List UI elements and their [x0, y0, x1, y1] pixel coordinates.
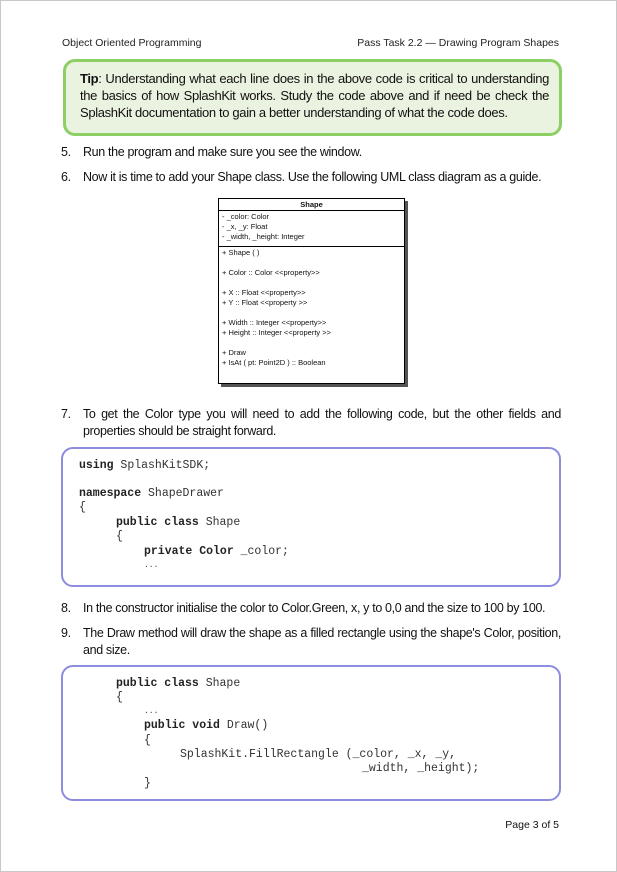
code-text: ShapeDrawer	[141, 487, 224, 500]
step-text: Now it is time to add your Shape class. Use the following UML class diagram as a guide.	[83, 170, 542, 184]
code-text: {	[116, 530, 123, 543]
uml-method: + Y :: Float <<property >>	[222, 298, 308, 307]
tip-text: : Understanding what each line does in the above code is critical to understanding the basics of how SplashKit works. Study the code above and if need be check the SplashKit documentation to gain a better understanding of what the code does.	[80, 71, 549, 120]
step-text: In the constructor initialise the color to Color.Green, x, y to 0,0 and the size to 100 by 100.	[83, 601, 546, 615]
code-text: {	[116, 691, 123, 704]
code-block-color-field	[61, 447, 561, 587]
code-keyword: namespace	[79, 487, 142, 500]
code-text: Draw()	[219, 719, 269, 732]
uml-method: + Height :: Integer <<property >>	[222, 328, 332, 337]
uml-class-diagram	[218, 198, 405, 384]
code-text: }	[144, 777, 151, 790]
code-keyword: private Color	[144, 545, 234, 558]
uml-gap	[222, 308, 401, 318]
step-number: 5.	[61, 145, 71, 159]
uml-method: + IsAt ( pt: Point2D ) :: Boolean	[222, 358, 326, 367]
code-text: Shape	[198, 516, 241, 529]
uml-field: - _color: Color	[222, 212, 270, 221]
uml-method: + Shape ( )	[222, 248, 260, 257]
uml-gap	[222, 278, 401, 288]
step-number: 9.	[61, 626, 71, 640]
code-keyword: public void	[144, 719, 220, 732]
code-text: {	[79, 501, 86, 514]
code-text: _width, _height);	[362, 762, 480, 775]
step-text: Run the program and make sure you see the window.	[83, 145, 362, 159]
uml-method: + Draw	[222, 348, 246, 357]
uml-gap	[222, 338, 401, 348]
code-keyword: using	[79, 459, 114, 472]
uml-fields	[219, 211, 404, 247]
header-task-title: Pass Task 2.2 — Drawing Program Shapes	[357, 37, 559, 49]
code-text: _color;	[233, 545, 289, 558]
header-course-title: Object Oriented Programming	[62, 37, 202, 49]
uml-method: + X :: Float <<property>>	[222, 288, 306, 297]
tip-callout	[63, 59, 562, 136]
uml-method: + Width :: Integer <<property>>	[222, 318, 327, 327]
uml-class-name: Shape	[219, 199, 404, 211]
code-keyword: public class	[116, 677, 199, 690]
tip-label: Tip	[80, 71, 99, 86]
step-text: The Draw method will draw the shape as a filled rectangle using the shape's Color, position, and size.	[83, 626, 561, 657]
code-block-draw-method	[61, 665, 561, 801]
uml-field: - _x, _y: Float	[222, 222, 268, 231]
uml-method: + Color :: Color <<property>>	[222, 268, 320, 277]
code-text: SplashKitSDK;	[113, 459, 211, 472]
uml-gap	[222, 258, 401, 268]
step-number: 7.	[61, 407, 71, 421]
uml-field: - _width, _height: Integer	[222, 232, 305, 241]
step-text: To get the Color type you will need to add the following code, but the other fields and properties should be straight forward.	[83, 407, 561, 438]
code-text: Shape	[198, 677, 241, 690]
code-text: {	[144, 734, 151, 747]
code-keyword: public class	[116, 516, 199, 529]
code-ellipsis: ...	[144, 707, 159, 716]
step-number: 6.	[61, 170, 71, 184]
uml-methods	[219, 247, 404, 369]
step-number: 8.	[61, 601, 71, 615]
code-ellipsis: ...	[144, 561, 159, 570]
code-text: SplashKit.FillRectangle (_color, _x, _y,	[180, 748, 457, 761]
page-number: Page 3 of 5	[505, 819, 559, 831]
